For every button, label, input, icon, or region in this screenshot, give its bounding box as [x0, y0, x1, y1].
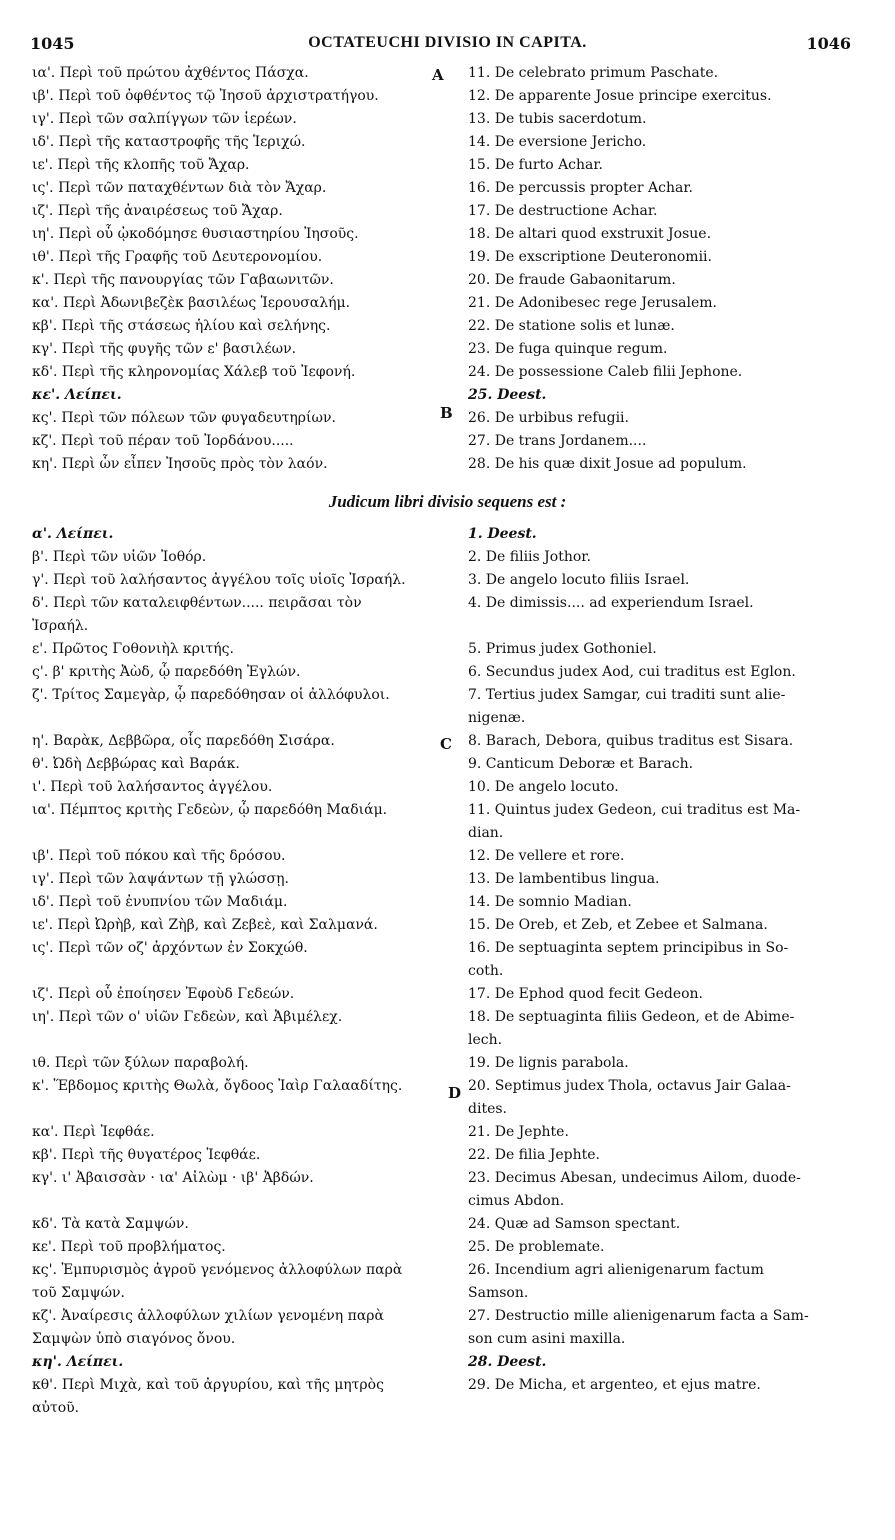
chapter-line: θ'. Ὠδὴ Δεββώρας καὶ Βαράκ. [32, 756, 240, 772]
chapter-line: ιθ'. Περὶ τῆς Γραφῆς τοῦ Δευτερονομίου. [32, 249, 323, 265]
chapter-line: 23. Decimus Abesan, undecimus Ailom, duode- [468, 1170, 801, 1186]
chapter-line: 16. De septuaginta septem principibus in So- [468, 940, 789, 956]
chapter-line: 24. De possessione Caleb filii Jephone. [468, 364, 743, 380]
chapter-line: ιζ'. Περὶ τῆς ἀναιρέσεως τοῦ Ἄχαρ. [32, 203, 283, 219]
chapter-line: 13. De lambentibus lingua. [468, 871, 660, 887]
chapter-line: 25. De problemate. [468, 1239, 605, 1255]
chapter-line: 18. De altari quod exstruxit Josue. [468, 226, 712, 242]
chapter-line: 7. Tertius judex Samgar, cui traditi sunt alie- [468, 687, 786, 703]
chapter-line: 23. De fuga quinque regum. [468, 341, 668, 357]
chapter-line: 1. Deest. [468, 526, 537, 542]
chapter-line: 18. De septuaginta filiis Gedeon, et de Abime- [468, 1009, 795, 1025]
chapter-line: 28. De his quæ dixit Josue ad populum. [468, 456, 747, 472]
margin-letter-c: C [440, 735, 452, 753]
chapter-line: κα'. Περὶ Ἀδωνιβεζὲκ βασιλέως Ἱερουσαλήμ. [32, 295, 351, 311]
chapter-line: 11. Quintus judex Gedeon, cui traditus est Ma- [468, 802, 801, 818]
chapter-line: ιε'. Περὶ τῆς κλοπῆς τοῦ Ἄχαρ. [32, 157, 250, 173]
chapter-line: cimus Abdon. [468, 1193, 565, 1209]
chapter-line: κδ'. Τὰ κατὰ Σαμψών. [32, 1216, 189, 1232]
chapter-line [32, 960, 406, 983]
chapter-line: β'. Περὶ τῶν υἱῶν Ἰοθόρ. [32, 549, 207, 565]
chapter-line: τοῦ Σαμψών. [32, 1285, 125, 1301]
chapter-line: 5. Primus judex Gothoniel. [468, 641, 657, 657]
chapter-line: κζ'. Περὶ τοῦ πέραν τοῦ Ἰορδάνου..... [32, 433, 294, 449]
chapter-line [468, 615, 809, 638]
chapter-line: ις'. Περὶ τῶν παταχθέντων διὰ τὸν Ἄχαρ. [32, 180, 327, 196]
chapter-line: coth. [468, 963, 504, 979]
chapter-line: Ἰσραήλ. [32, 618, 89, 634]
chapter-line: 19. De exscriptione Deuteronomii. [468, 249, 712, 265]
chapter-line: κη'. Λείπει. [32, 1354, 124, 1370]
chapter-line: α'. Λείπει. [32, 526, 114, 542]
chapter-line: ια'. Περὶ τοῦ πρώτου ἀχθέντος Πάσχα. [32, 65, 309, 81]
judges-section-title: Judicum libri divisio sequens est : [328, 492, 567, 511]
chapter-line: ζ'. Τρίτος Σαμεγὰρ, ᾧ παρεδόθησαν οἱ ἀλλόφυλοι. [32, 687, 390, 703]
chapter-line: 27. Destructio mille alienigenarum facta a Sam- [468, 1308, 809, 1324]
running-title: OCTATEUCHI DIVISIO IN CAPITA. [308, 34, 587, 51]
chapter-line: κβ'. Περὶ τῆς θυγατέρος Ἰεφθάε. [32, 1147, 261, 1163]
chapter-line: 17. De destructione Achar. [468, 203, 658, 219]
chapter-line: 21. De Jephte. [468, 1124, 569, 1140]
chapter-line: ιβ'. Περὶ τοῦ ὀφθέντος τῷ Ἰησοῦ ἀρχιστρατήγου. [32, 88, 379, 104]
chapter-line: ε'. Πρῶτος Γοθονιὴλ κριτής. [32, 641, 234, 657]
chapter-line: 21. De Adonibesec rege Jerusalem. [468, 295, 717, 311]
chapter-line: κα'. Περὶ Ἰεφθάε. [32, 1124, 155, 1140]
chapter-line: ιζ'. Περὶ οὗ ἐποίησεν Ἐφοὺδ Γεδεών. [32, 986, 295, 1002]
chapter-line: 19. De lignis parabola. [468, 1055, 629, 1071]
margin-letter-d: D [448, 1084, 462, 1102]
chapter-line: 20. De fraude Gabaonitarum. [468, 272, 676, 288]
chapter-line [32, 822, 406, 845]
chapter-line: dites. [468, 1101, 507, 1117]
chapter-line: ιδ'. Περὶ τῆς καταστροφῆς τῆς Ἱεριχώ. [32, 134, 306, 150]
chapter-line: κς'. Ἐμπυρισμὸς ἀγροῦ γενόμενος ἀλλοφύλων παρὰ [32, 1262, 403, 1278]
chapter-line: γ'. Περὶ τοῦ λαλήσαντος ἀγγέλου τοῖς υἱοῖς Ἰσραήλ. [32, 572, 406, 588]
chapter-line: 14. De eversione Jericho. [468, 134, 647, 150]
right-page-number: 1046 [806, 34, 851, 53]
chapter-line: Σαμψὼν ὑπὸ σιαγόνος ὄνου. [32, 1331, 236, 1347]
chapter-line: η'. Βαρὰκ, Δεββῶρα, οἷς παρεδόθη Σισάρα. [32, 733, 335, 749]
chapter-line: 25. Deest. [468, 387, 547, 403]
chapter-line: αὐτοῦ. [32, 1400, 80, 1416]
chapter-line: 24. Quæ ad Samson spectant. [468, 1216, 681, 1232]
chapter-line: κβ'. Περὶ τῆς στάσεως ἡλίου καὶ σελήνης. [32, 318, 331, 334]
chapter-line: son cum asini maxilla. [468, 1331, 626, 1347]
chapter-line: 28. Deest. [468, 1354, 547, 1370]
chapter-line: nigenæ. [468, 710, 526, 726]
chapter-line: ιγ'. Περὶ τῶν λαψάντων τῇ γλώσσῃ. [32, 871, 289, 887]
chapter-line: 17. De Ephod quod fecit Gedeon. [468, 986, 704, 1002]
chapter-line: 2. De filiis Jothor. [468, 549, 591, 565]
chapter-line: 10. De angelo locuto. [468, 779, 619, 795]
left-page-number: 1045 [30, 34, 75, 53]
chapter-line: 6. Secundus judex Aod, cui traditus est Eglon. [468, 664, 796, 680]
chapter-line: 26. Incendium agri alienigenarum factum [468, 1262, 764, 1278]
chapter-line: κζ'. Ἀναίρεσις ἀλλοφύλων χιλίων γενομένη παρὰ [32, 1308, 384, 1324]
chapter-line: ιγ'. Περὶ τῶν σαλπίγγων τῶν ἱερέων. [32, 111, 297, 127]
judges-greek-column [32, 523, 406, 1420]
chapter-line: ιδ'. Περὶ τοῦ ἐνυπνίου τῶν Μαδιάμ. [32, 894, 288, 910]
chapter-line: 16. De percussis propter Achar. [468, 180, 693, 196]
margin-letter-b: B [440, 404, 453, 422]
chapter-line: 13. De tubis sacerdotum. [468, 111, 647, 127]
chapter-line: ιθ. Περὶ τῶν ξύλων παραβολή. [32, 1055, 249, 1071]
chapter-line: κε'. Περὶ τοῦ προβλήματος. [32, 1239, 226, 1255]
chapter-line: κ'. Ἕβδομος κριτὴς Θωλὰ, ὄγδοος Ἰαὶρ Γαλααδίτης. [32, 1078, 403, 1094]
chapter-line: κ'. Περὶ τῆς πανουργίας τῶν Γαβαωνιτῶν. [32, 272, 334, 288]
chapter-line [32, 1029, 406, 1052]
chapter-line: ι'. Περὶ τοῦ λαλήσαντος ἀγγέλου. [32, 779, 273, 795]
chapter-line: ιε'. Περὶ Ὠρὴβ, καὶ Ζὴβ, καὶ Ζεβεὲ, καὶ Σαλμανά. [32, 917, 378, 933]
chapter-line: 12. De vellere et rore. [468, 848, 625, 864]
chapter-line: ιη'. Περὶ οὗ ᾠκοδόμησε θυσιαστηρίου Ἰησοῦς. [32, 226, 359, 242]
chapter-line: ια'. Πέμπτος κριτὴς Γεδεὼν, ᾧ παρεδόθη Μαδιάμ. [32, 802, 388, 818]
chapter-line: κη'. Περὶ ὧν εἶπεν Ἰησοῦς πρὸς τὸν λαόν. [32, 456, 328, 472]
chapter-line [32, 1190, 406, 1213]
chapter-line [32, 1098, 406, 1121]
margin-letter-a: A [432, 66, 444, 84]
chapter-line: 27. De trans Jordanem.... [468, 433, 647, 449]
chapter-line: κγ'. Περὶ τῆς φυγῆς τῶν ε' βασιλέων. [32, 341, 297, 357]
chapter-line: 26. De urbibus refugii. [468, 410, 629, 426]
chapter-line: δ'. Περὶ τῶν καταλειφθέντων..... πειρᾶσαι τὸν [32, 595, 362, 611]
chapter-line: κε'. Λείπει. [32, 387, 122, 403]
chapter-line: 20. Septimus judex Thola, octavus Jair Galaa- [468, 1078, 791, 1094]
chapter-line: ς'. β' κριτὴς Ἀὼδ, ᾧ παρεδόθη Ἐγλών. [32, 664, 301, 680]
chapter-line: 14. De somnio Madian. [468, 894, 632, 910]
joshua-greek-column [32, 62, 379, 476]
chapter-line: 11. De celebrato primum Paschate. [468, 65, 719, 81]
chapter-line: 8. Barach, Debora, quibus traditus est Sisara. [468, 733, 794, 749]
chapter-line: 3. De angelo locuto filiis Israel. [468, 572, 690, 588]
chapter-line: 9. Canticum Deboræ et Barach. [468, 756, 694, 772]
chapter-line: ιβ'. Περὶ τοῦ πόκου καὶ τῆς δρόσου. [32, 848, 286, 864]
chapter-line: κθ'. Περὶ Μιχὰ, καὶ τοῦ ἀργυρίου, καὶ τῆς μητρὸς [32, 1377, 384, 1393]
chapter-line: 15. De Oreb, et Zeb, et Zebee et Salmana. [468, 917, 768, 933]
chapter-line [32, 707, 406, 730]
chapter-line: κδ'. Περὶ τῆς κληρονομίας Χάλεβ τοῦ Ἰεφονή. [32, 364, 356, 380]
chapter-line: 15. De furto Achar. [468, 157, 603, 173]
chapter-line: 4. De dimissis.... ad experiendum Israel. [468, 595, 754, 611]
joshua-latin-column [468, 62, 772, 476]
chapter-line: 29. De Micha, et argenteo, et ejus matre. [468, 1377, 761, 1393]
chapter-line: dian. [468, 825, 504, 841]
chapter-line: κγ'. ι' Ἀβαισσὰν · ια' Αἰλὼμ · ιβ' Ἀβδών. [32, 1170, 314, 1186]
chapter-line: 22. De statione solis et lunæ. [468, 318, 675, 334]
chapter-line: 22. De filia Jephte. [468, 1147, 601, 1163]
chapter-line: 12. De apparente Josue principe exercitus. [468, 88, 772, 104]
chapter-line: lech. [468, 1032, 503, 1048]
chapter-line: Samson. [468, 1285, 529, 1301]
chapter-line: κς'. Περὶ τῶν πόλεων τῶν φυγαδευτηρίων. [32, 410, 336, 426]
chapter-line: ιη'. Περὶ τῶν ο' υἱῶν Γεδεὼν, καὶ Ἀβιμέλεχ. [32, 1009, 343, 1025]
judges-latin-column [468, 523, 809, 1420]
chapter-line: ις'. Περὶ τῶν οζ' ἀρχόντων ἐν Σοκχώθ. [32, 940, 308, 956]
chapter-line [468, 1397, 809, 1420]
